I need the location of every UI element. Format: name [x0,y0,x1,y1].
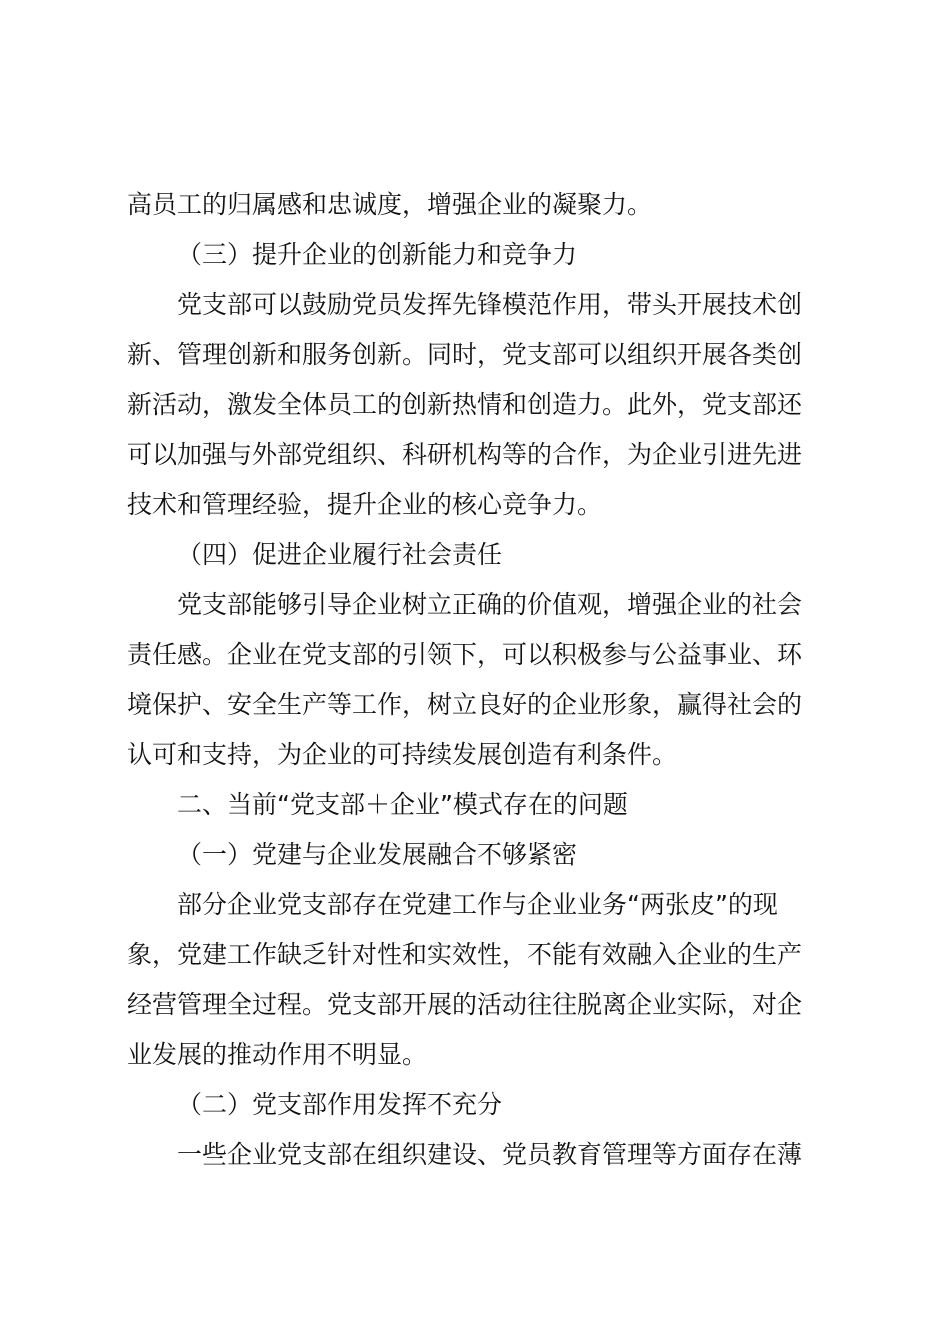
paragraph-line: 可以加强与外部党组织、科研机构等的合作，为企业引进先进 [127,440,803,469]
paragraph-line: 境保护、安全生产等工作，树立良好的企业形象，赢得社会的 [127,690,803,719]
section-heading-4: （四）促进企业履行社会责任 [177,540,503,569]
paragraph-line: 象，党建工作缺乏针对性和实效性，不能有效融入企业的生产 [127,940,803,969]
section-heading-2: （二）党支部作用发挥不充分 [177,1090,503,1119]
paragraph-line: 经营管理全过程。党支部开展的活动往往脱离企业实际，对企 [127,990,803,1019]
chapter-heading-2: 二、当前“党支部＋企业”模式存在的问题 [177,790,628,819]
paragraph-line: 技术和管理经验，提升企业的核心竞争力。 [127,490,603,519]
paragraph-line: 党支部可以鼓励党员发挥先锋模范作用，带头开展技术创 [177,290,803,319]
paragraph-line: 党支部能够引导企业树立正确的价值观，增强企业的社会 [177,590,803,619]
paragraph-line: 部分企业党支部存在党建工作与企业业务“两张皮”的现 [177,890,778,919]
paragraph-line: 责任感。企业在党支部的引领下，可以积极参与公益事业、环 [127,640,803,669]
paragraph-line: 认可和支持，为企业的可持续发展创造有利条件。 [127,740,678,769]
body-text [127,180,837,1180]
paragraph-line: 一些企业党支部在组织建设、党员教育管理等方面存在薄 [177,1140,803,1169]
paragraph-line: 新活动，激发全体员工的创新热情和创造力。此外，党支部还 [127,390,803,419]
section-heading-1: （一）党建与企业发展融合不够紧密 [177,840,578,869]
paragraph-continuation: 高员工的归属感和忠诚度，增强企业的凝聚力。 [127,190,653,219]
paragraph-line: 业发展的推动作用不明显。 [127,1040,428,1069]
section-heading-3: （三）提升企业的创新能力和竞争力 [177,240,578,269]
paragraph-line: 新、管理创新和服务创新。同时，党支部可以组织开展各类创 [127,340,803,369]
